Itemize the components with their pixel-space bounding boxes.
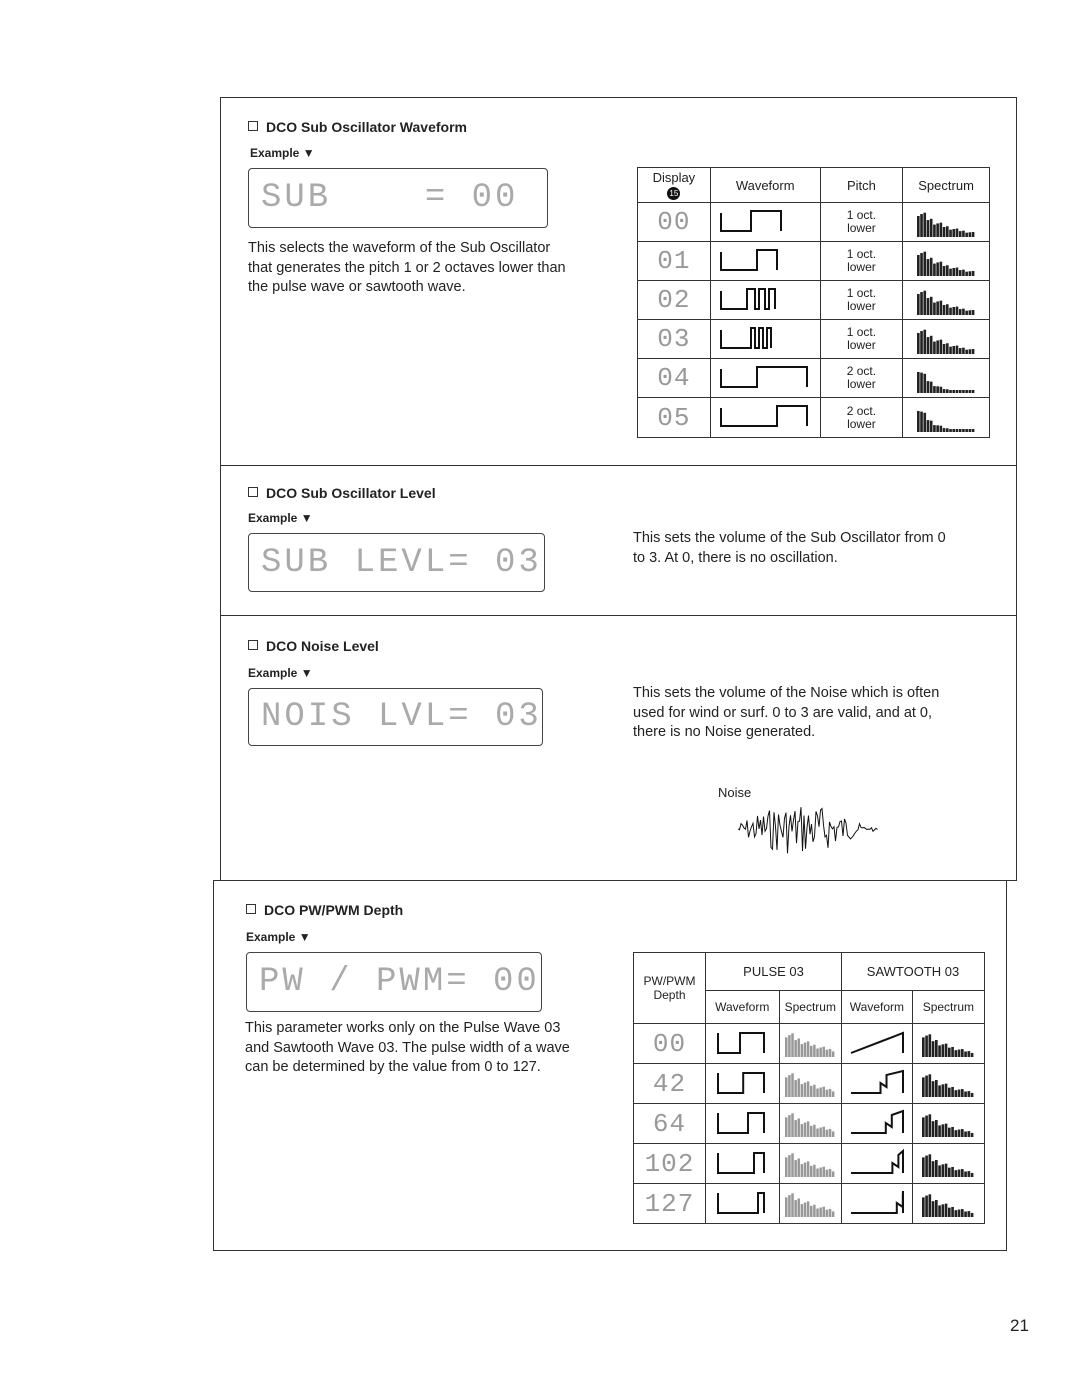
waveform-icon: [845, 1065, 909, 1099]
example-label: Example ▼: [248, 666, 313, 680]
saw-waveform-cell: [842, 1184, 913, 1224]
spectrum-icon: [920, 1187, 976, 1217]
waveform-cell: [710, 320, 820, 359]
waveform-icon: [717, 361, 813, 393]
display-value: 127: [634, 1184, 706, 1224]
pulse-waveform-cell: [705, 1144, 779, 1184]
title-text: DCO Sub Oscillator Waveform: [266, 119, 467, 135]
pitch-line: lower: [847, 299, 876, 313]
waveform-icon: [717, 283, 813, 315]
subheader-waveform: Waveform: [705, 991, 779, 1024]
spectrum-cell: [903, 242, 990, 281]
text-line: can be determined by the value from 0 to 127.: [245, 1059, 541, 1075]
waveform-cell: [710, 203, 820, 242]
waveform-icon: [710, 1065, 774, 1099]
header-waveform: Waveform: [710, 168, 820, 203]
spectrum-cell: [903, 281, 990, 320]
spectrum-icon: [783, 1187, 837, 1217]
spectrum-icon: [783, 1027, 837, 1057]
saw-spectrum-cell: [912, 1064, 984, 1104]
saw-waveform-cell: [842, 1104, 913, 1144]
waveform-icon: [717, 400, 813, 432]
pwm-depth-table: [633, 952, 985, 1224]
header-pulse: PULSE 03: [705, 953, 841, 991]
table-row: [638, 398, 990, 438]
table-row: [634, 1104, 985, 1144]
pitch-cell: [820, 398, 903, 438]
display-value: 102: [634, 1144, 706, 1184]
display-value: 00: [638, 203, 711, 242]
noise-label: Noise: [718, 785, 752, 800]
spectrum-icon: [920, 1027, 976, 1057]
title-text: DCO Noise Level: [266, 638, 379, 654]
table-row: [638, 359, 990, 398]
table-row: [634, 1024, 985, 1064]
pulse-spectrum-cell: [779, 1104, 842, 1144]
spectrum-icon: [783, 1147, 837, 1177]
header-depth: PW/PWM Depth: [634, 953, 706, 1024]
waveform-icon: [710, 1145, 774, 1179]
saw-spectrum-cell: [912, 1184, 984, 1224]
pulse-waveform-cell: [705, 1064, 779, 1104]
noise-waveform: [738, 800, 878, 858]
waveform-cell: [710, 281, 820, 320]
description: [245, 1019, 570, 1078]
pulse-spectrum-cell: [779, 1144, 842, 1184]
waveform-icon: [710, 1105, 774, 1139]
pulse-spectrum-cell: [779, 1064, 842, 1104]
title-text: DCO PW/PWM Depth: [264, 902, 404, 918]
pulse-waveform-cell: [705, 1024, 779, 1064]
pitch-cell: [820, 203, 903, 242]
badge-icon: 15: [667, 187, 680, 200]
spectrum-cell: [903, 359, 990, 398]
pitch-cell: [820, 281, 903, 320]
spectrum-cell: [903, 320, 990, 359]
waveform-icon: [717, 244, 813, 276]
pitch-line: lower: [847, 416, 876, 431]
section-title-sub-level: [248, 485, 436, 501]
text-line: This sets the volume of the Noise which is often: [633, 685, 940, 701]
spectrum-cell: [903, 398, 990, 438]
waveform-icon: [710, 1185, 774, 1219]
pitch-line: 2 oct.: [846, 364, 877, 378]
header-pitch: Pitch: [820, 168, 903, 203]
header-display: [638, 168, 711, 203]
spectrum-icon: [915, 244, 977, 276]
description: [633, 529, 946, 568]
table-row: [638, 320, 990, 359]
sub-waveform-table: [637, 167, 990, 438]
saw-waveform-cell: [842, 1144, 913, 1184]
spectrum-icon: [783, 1067, 837, 1097]
pulse-waveform-cell: [705, 1184, 779, 1224]
pitch-line: lower: [847, 338, 876, 352]
pitch-line: 1 oct.: [846, 325, 877, 339]
saw-spectrum-cell: [912, 1024, 984, 1064]
text-line: and Sawtooth Wave 03. The pulse width of a wave: [245, 1039, 570, 1056]
waveform-icon: [845, 1185, 909, 1219]
text-line: This sets the volume of the Sub Oscillator from 0: [633, 530, 946, 546]
section-title-sub-waveform: [248, 119, 467, 135]
subheader-spectrum: Spectrum: [912, 991, 984, 1024]
table-row: [634, 1144, 985, 1184]
text-line: used for wind or surf. 0 to 3 are valid, and at 0,: [633, 704, 933, 721]
pitch-line: 1 oct.: [846, 247, 877, 261]
pitch-cell: [820, 320, 903, 359]
table-row: [638, 242, 990, 281]
spectrum-icon: [920, 1147, 976, 1177]
display-value: 05: [638, 398, 711, 438]
pitch-line: lower: [847, 260, 876, 274]
display-value: 01: [638, 242, 711, 281]
saw-waveform-cell: [842, 1024, 913, 1064]
pitch-line: 1 oct.: [846, 208, 877, 222]
description: [633, 684, 939, 743]
pitch-cell: [820, 242, 903, 281]
pulse-waveform-cell: [705, 1104, 779, 1144]
pitch-line: 1 oct.: [846, 286, 877, 300]
waveform-icon: [717, 205, 813, 237]
section-title-noise-level: [248, 638, 379, 654]
example-label: Example ▼: [246, 930, 311, 944]
spectrum-icon: [915, 205, 977, 237]
header-spectrum: Spectrum: [903, 168, 990, 203]
pitch-line: 2 oct.: [846, 403, 877, 418]
saw-waveform-cell: [842, 1064, 913, 1104]
subheader-waveform: Waveform: [842, 991, 913, 1024]
spectrum-icon: [920, 1067, 976, 1097]
saw-spectrum-cell: [912, 1104, 984, 1144]
waveform-icon: [845, 1105, 909, 1139]
display-value: 42: [634, 1064, 706, 1104]
description: [248, 239, 566, 298]
display-value: 00: [634, 1024, 706, 1064]
example-label: Example ▼: [250, 146, 315, 160]
header-text: Display: [652, 169, 696, 185]
spectrum-icon: [915, 400, 977, 432]
text-line: there is no Noise generated.: [633, 724, 816, 740]
spectrum-cell: [903, 203, 990, 242]
pitch-cell: [820, 359, 903, 398]
spectrum-icon: [915, 322, 977, 354]
waveform-icon: [845, 1145, 909, 1179]
lcd-display: NOIS LVL= 03: [248, 688, 543, 746]
waveform-cell: [710, 398, 820, 438]
display-value: 03: [638, 320, 711, 359]
pitch-line: lower: [847, 221, 876, 235]
pitch-line: lower: [847, 377, 876, 391]
table-row: [634, 1064, 985, 1104]
waveform-cell: [710, 359, 820, 398]
saw-spectrum-cell: [912, 1144, 984, 1184]
spectrum-icon: [920, 1107, 976, 1137]
waveform-icon: [845, 1025, 909, 1059]
table-row: [638, 203, 990, 242]
spectrum-icon: [783, 1107, 837, 1137]
spectrum-icon: [915, 283, 977, 315]
pulse-spectrum-cell: [779, 1024, 842, 1064]
display-value: 04: [638, 359, 711, 398]
title-text: DCO Sub Oscillator Level: [266, 485, 436, 501]
section-title-pwm-depth: [246, 902, 403, 918]
waveform-icon: [710, 1025, 774, 1059]
lcd-display: PW / PWM= 00: [246, 952, 542, 1012]
text-line: that generates the pitch 1 or 2 octaves lower than: [248, 259, 566, 276]
header-sawtooth: SAWTOOTH 03: [842, 953, 985, 991]
text-line: This selects the waveform of the Sub Oscillator: [248, 240, 551, 256]
waveform-icon: [717, 322, 813, 354]
lcd-display: SUB = 00: [248, 168, 548, 228]
table-row: [638, 281, 990, 320]
spectrum-icon: [915, 361, 977, 393]
waveform-cell: [710, 242, 820, 281]
example-label: Example ▼: [248, 511, 313, 525]
lcd-display: SUB LEVL= 03: [248, 533, 545, 592]
table-row: [634, 1184, 985, 1224]
text-line: This parameter works only on the Pulse Wave 03: [245, 1020, 561, 1036]
pulse-spectrum-cell: [779, 1184, 842, 1224]
display-value: 64: [634, 1104, 706, 1144]
page-number: 21: [1010, 1316, 1029, 1335]
subheader-spectrum: Spectrum: [779, 991, 842, 1024]
text-line: to 3. At 0, there is no oscillation.: [633, 549, 838, 566]
text-line: the pulse wave or sawtooth wave.: [248, 279, 466, 295]
display-value: 02: [638, 281, 711, 320]
